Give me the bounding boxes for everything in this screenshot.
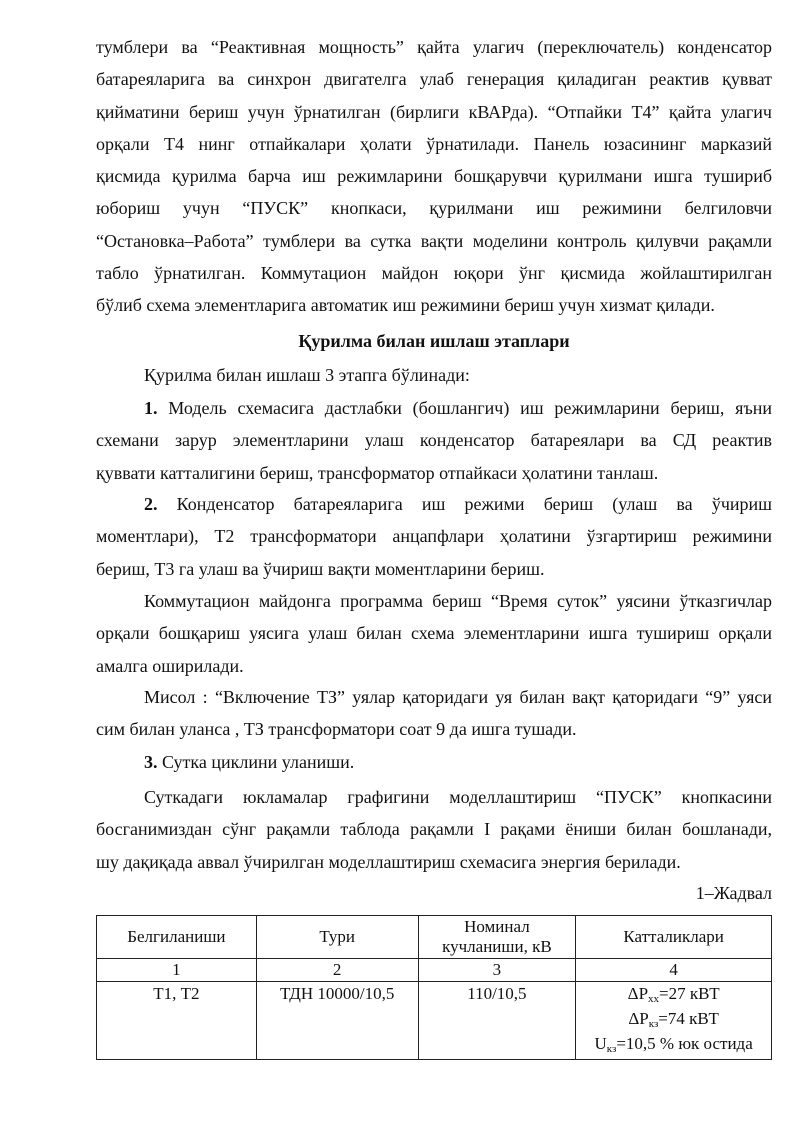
column-number: 1 [97, 959, 257, 982]
text-line: Мисол : “Включение ТЗ” уялар қаторидаги уя билан вақт қаторидаги “9” уяси [144, 687, 772, 707]
text-line: “Остановка–Работа” тумблери ва сутка вақти моделини контроль қилувчи рақамли [96, 230, 772, 251]
step-number: 1. [144, 398, 158, 418]
column-number: 3 [418, 959, 576, 982]
text-line: бериш, Т3 га улаш ва ўчириш вақти моментларини бериш. [96, 558, 545, 579]
column-number: 4 [576, 959, 772, 982]
header-cell: Катталиклари [576, 916, 772, 959]
table-caption: 1–Жадвал [695, 883, 772, 903]
text-line: Суткадаги юкламалар графигини моделлаштириш “ПУСК” кнопкасини [144, 787, 772, 807]
short-circuit-voltage: $U_{кз}=10,5$ % юк остида [594, 1034, 753, 1055]
text-line: амалга оширилади. [96, 655, 244, 676]
text-line: қуввати катталигини бериш, трансформатор отпайкаси ҳолатини танлаш. [96, 462, 659, 483]
text-line [96, 488, 772, 520]
text-line: қийматини бериш учун ўрнатилган (бирлиги кВАРда). “Отпайки Т4” қайта улагич [96, 101, 772, 122]
text-line: Коммутацион майдонга программа бериш “Время суток” уясини ўтказгичлар [144, 591, 772, 611]
short-circuit-loss: $\Delta P_{кз}=74$ кВТ [628, 1009, 719, 1030]
text-line: табло ўрнатилган. Коммутацион майдон юқори ўнг қисмида жойлаштирилган [96, 263, 772, 284]
paragraph-step-1 [96, 392, 772, 489]
text-line [96, 746, 772, 778]
text-line: шу дақиқада аввал ўчирилган моделлаштириш схемасига энергия берилади. [96, 851, 681, 872]
text-line: орқали бошқариш уясига улаш билан схема элементларини ишга тушириш орқали [96, 623, 772, 644]
no-load-loss: $\Delta P_{хх}=27$ кВТ [627, 984, 720, 1005]
text-line-content: Конденсатор батареяларига иш режими бериш (улаш ва ўчириш [176, 494, 772, 514]
text-line: батареяларига ва синхрон двигателга улаб генерация қиладиган реактив қувват [96, 69, 772, 90]
type-cell: ТДН 10000/10,5 [256, 982, 418, 1060]
text-line: сим билан уланса , ТЗ трансформатори соат 9 да ишга тушади. [96, 719, 577, 740]
text-line [96, 392, 772, 424]
text-line: қисмида қурилма барча иш режимларини бошқарувчи қурилмани ишга тушириб [96, 166, 772, 187]
text-line: юбориш учун “ПУСК” кнопкаси, қурилмани иш режимини белгиловчи [96, 198, 772, 219]
text-line: моментлари), Т2 трансформатори анцапфлари ҳолатини ўзгартириш режимини [96, 526, 772, 547]
text-line: Қурилма билан ишлаш 3 этапга бўлинади: [144, 365, 470, 385]
paragraph-intro [96, 359, 772, 391]
header-cell: Тури [256, 916, 418, 959]
table-row [97, 982, 772, 1060]
designation-cell: Т1, Т2 [97, 982, 257, 1060]
transformer-table [96, 915, 772, 1060]
text-line: тумблери ва “Реактивная мощность” қайта улагич (переключатель) конденсатор [96, 37, 772, 57]
text-line: бўлиб схема элементларига автоматик иш режимини бериш учун хизмат қилади. [96, 295, 715, 316]
section-heading: Қурилма билан ишлаш этаплари [298, 331, 570, 351]
header-cell: Номинал кучланиши, кВ [418, 916, 576, 959]
table-header-row [97, 916, 772, 959]
voltage-cell: 110/10,5 [418, 982, 576, 1060]
step-number: 3. [144, 752, 158, 772]
text-line: босганимиздан сўнг рақамли таблода рақамли I рақами ёниши билан бошланади, [96, 819, 772, 840]
paragraph-load-schedule [96, 781, 772, 878]
parameters-cell [576, 982, 772, 1060]
text-line: схемани зарур элементларини улаш конденсатор батареялари ва СД реактив [96, 430, 772, 451]
paragraph-step-3 [96, 746, 772, 778]
step-number: 2. [144, 494, 158, 514]
text-line: орқали Т4 нинг отпайкалари ҳолати ўрнатилади. Панель юзасининг марказий [96, 133, 772, 154]
paragraph-step-2 [96, 488, 772, 585]
paragraph-example [96, 681, 772, 746]
header-cell: Белгиланиши [97, 916, 257, 959]
table-number-row [97, 959, 772, 982]
text-line-content: Сутка циклини уланиши. [162, 752, 355, 772]
text-line-content: Модель схемасига дастлабки (бошлангич) иш режимларини бериш, яъни [168, 398, 773, 418]
paragraph-commutation [96, 585, 772, 682]
paragraph-panel-description [96, 31, 772, 322]
column-number: 2 [256, 959, 418, 982]
